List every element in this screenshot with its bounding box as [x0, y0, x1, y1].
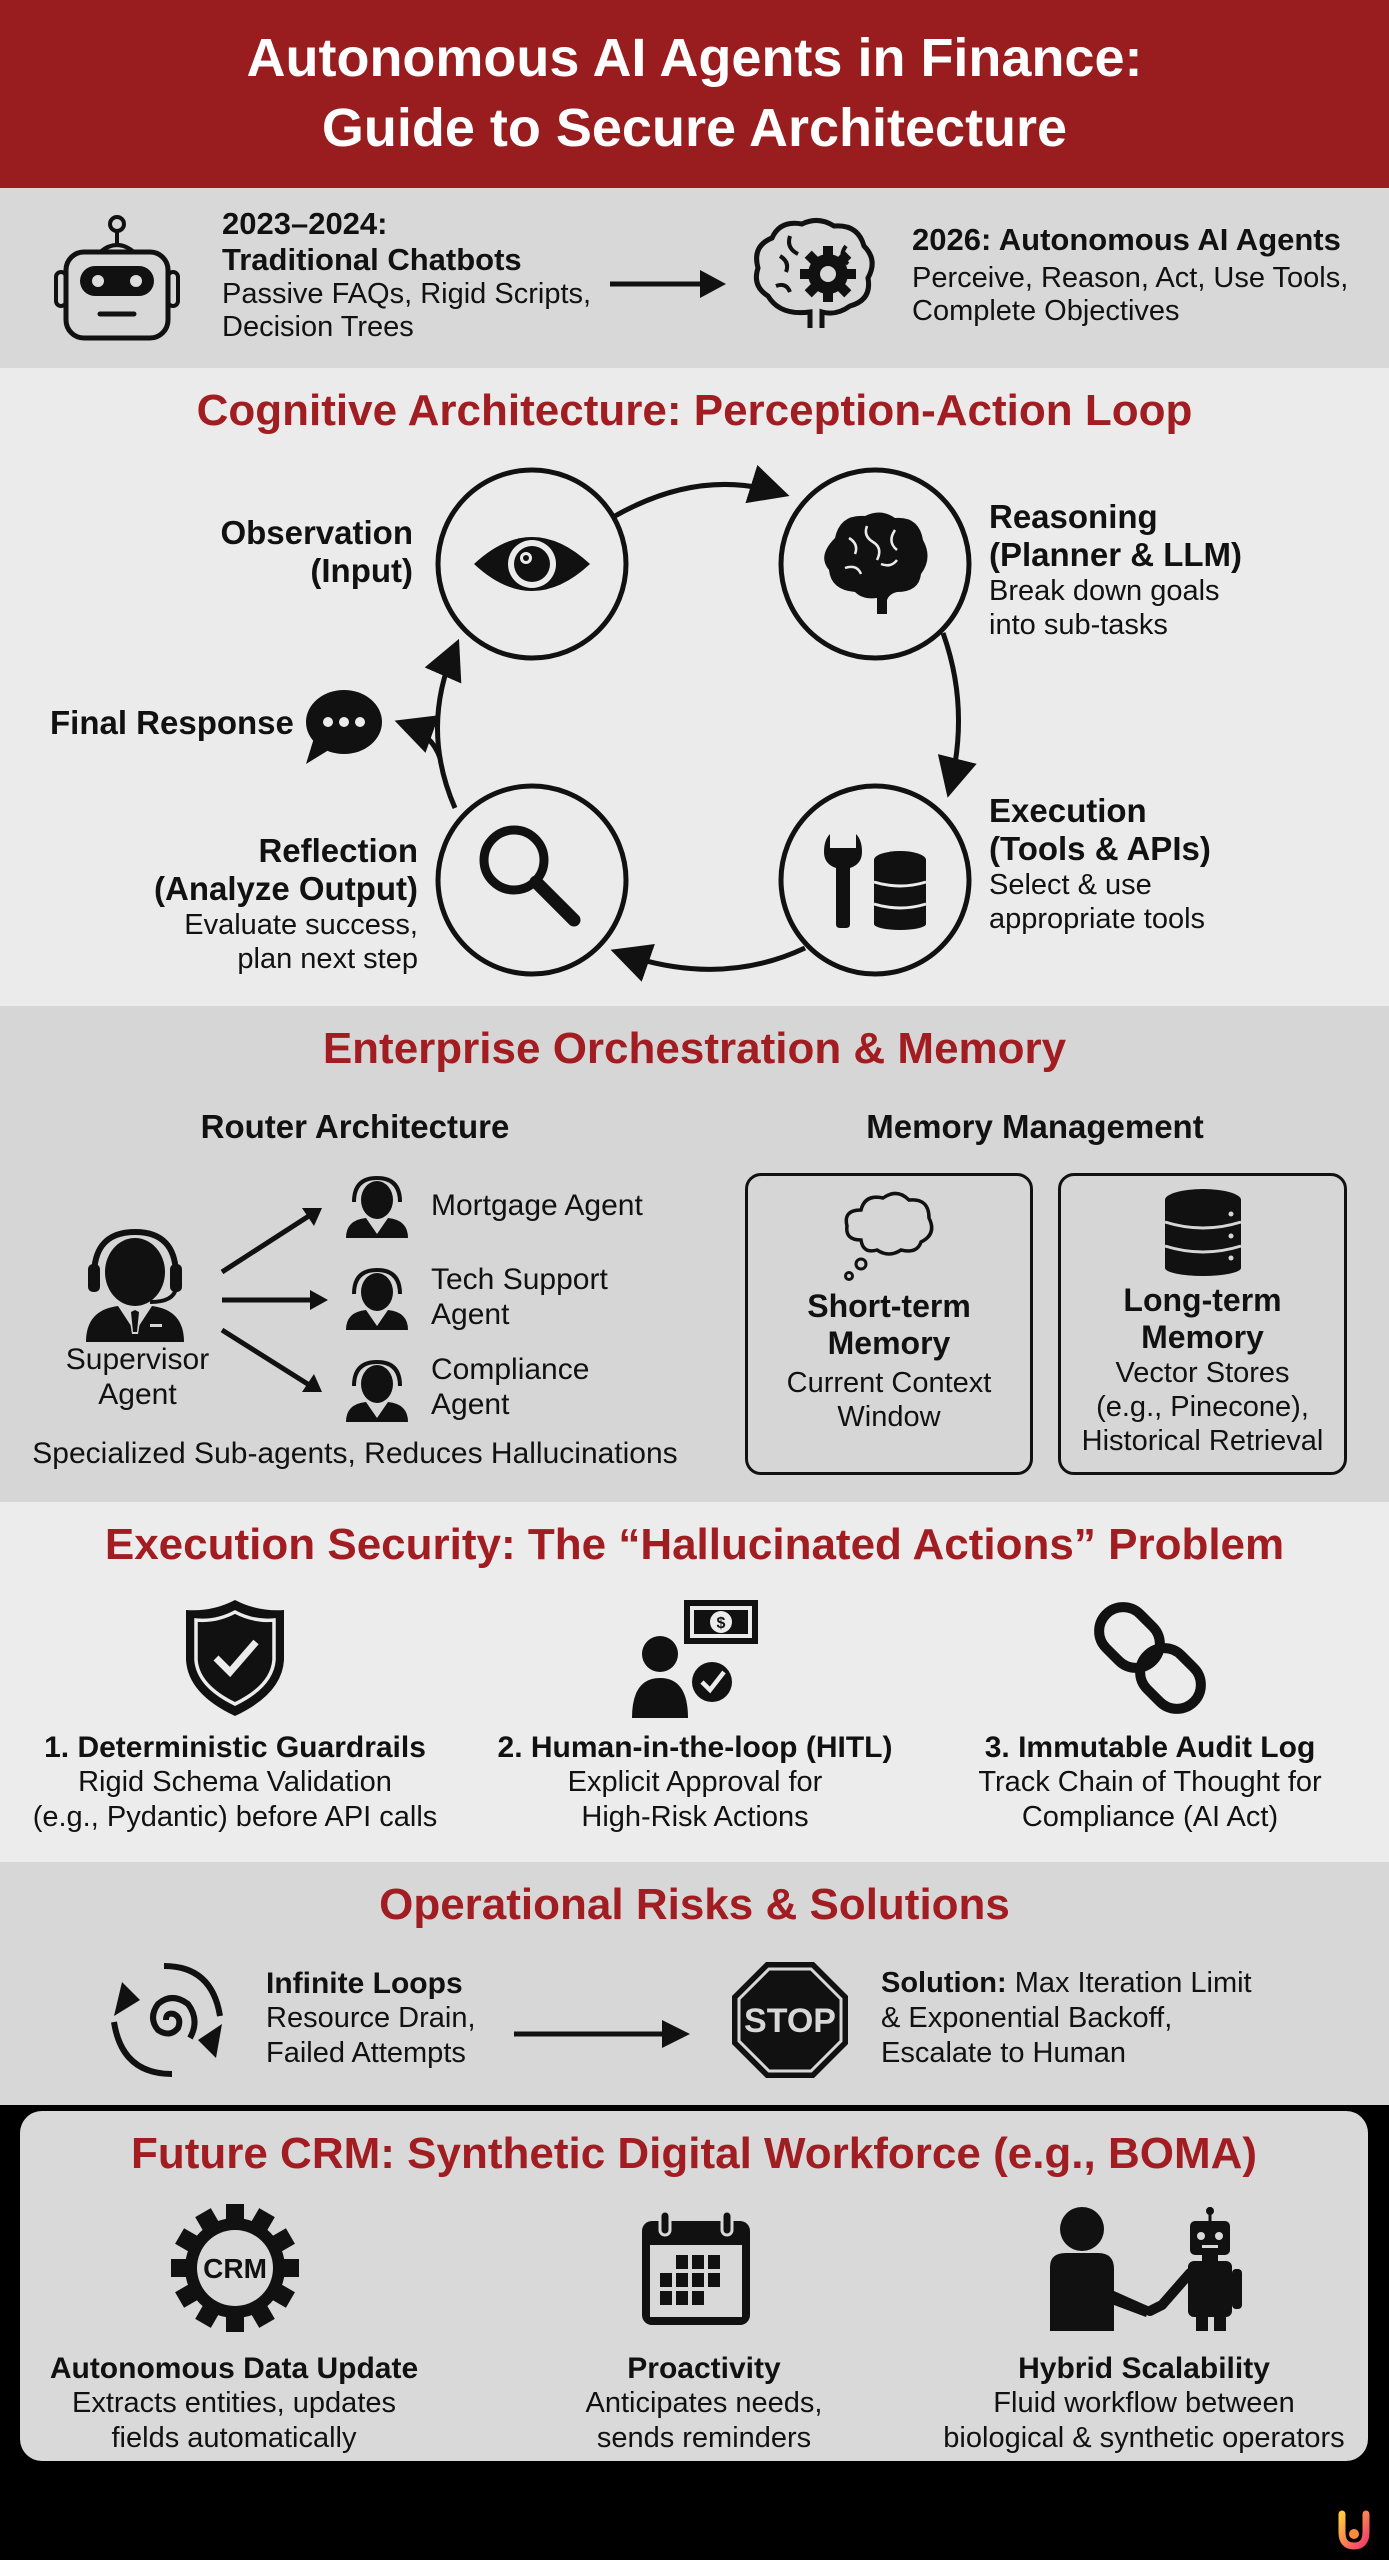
- svg-text:$: $: [716, 1615, 726, 1632]
- past-desc-line1: Passive FAQs, Rigid Scripts,: [222, 278, 592, 310]
- database-icon: [1163, 1188, 1243, 1276]
- stop-sign-icon: [730, 1960, 850, 2080]
- infinite-loops-desc-line1: Resource Drain,: [266, 2002, 476, 2034]
- future-desc-line2: Complete Objectives: [912, 295, 1180, 327]
- speech-bubble-icon: [302, 686, 384, 766]
- long-term-desc-line1: Vector Stores: [1115, 1357, 1290, 1389]
- long-term-title-line2: Memory: [1141, 1319, 1264, 1355]
- proactivity-title: Proactivity: [627, 2352, 781, 2385]
- data-update-desc-line2: fields automatically: [111, 2422, 357, 2454]
- future-title: 2026: Autonomous AI Agents: [912, 222, 1341, 257]
- short-term-title-line2: Memory: [827, 1325, 951, 1361]
- guardrails-title: 1. Deterministic Guardrails: [44, 1731, 426, 1764]
- final-response-label: Final Response: [50, 704, 294, 741]
- long-term-desc-line2: (e.g., Pinecone),: [1096, 1391, 1309, 1423]
- reasoning-desc-line2: into sub-tasks: [989, 609, 1168, 641]
- mortgage-agent-label: Mortgage Agent: [431, 1189, 643, 1222]
- audit-log-desc-line2: Compliance (AI Act): [1021, 1801, 1279, 1833]
- guardrails-desc-line1: Rigid Schema Validation: [78, 1766, 392, 1798]
- long-term-title-line1: Long-term: [1123, 1282, 1282, 1318]
- supervisor-label-line1: Supervisor: [65, 1343, 210, 1376]
- execution-security-section: [0, 1502, 1389, 1862]
- observation-subtitle: (Input): [310, 552, 413, 589]
- eye-icon: [472, 528, 592, 600]
- guardrails-desc-line2: (e.g., Pydantic) before API calls: [32, 1801, 438, 1833]
- crm-section: [0, 2105, 1389, 2560]
- page-title-line1: Autonomous AI Agents in Finance:: [246, 28, 1143, 88]
- short-term-memory-card: [745, 1173, 1033, 1475]
- reflection-title: Reflection: [258, 832, 418, 869]
- brain-gear-icon: [750, 216, 880, 338]
- router-caption: Specialized Sub-agents, Reduces Hallucinations: [32, 1437, 678, 1470]
- short-term-desc-line1: Current Context: [786, 1367, 992, 1399]
- data-update-desc-line1: Extracts entities, updates: [72, 2387, 396, 2419]
- reflection-desc-line1: Evaluate success,: [184, 909, 418, 941]
- page-title-line2: Guide to Secure Architecture: [321, 98, 1068, 158]
- execution-title: Execution: [989, 792, 1147, 829]
- long-term-memory-card: [1058, 1173, 1347, 1475]
- past-title-line1: 2023–2024:: [222, 206, 388, 241]
- solution-line2: & Exponential Backoff,: [881, 2002, 1173, 2034]
- solution-line1: Max Iteration Limit: [1006, 1967, 1252, 1999]
- past-title-line2: Traditional Chatbots: [222, 242, 522, 277]
- svg-text:STOP: STOP: [744, 2002, 836, 2040]
- spiral-loop-icon: [104, 1958, 234, 2082]
- shield-check-icon: [182, 1598, 288, 1718]
- compliance-agent-icon: [344, 1356, 410, 1422]
- short-term-desc-line2: Window: [837, 1401, 941, 1433]
- infinite-loops-desc-line2: Failed Attempts: [266, 2037, 466, 2069]
- long-term-desc-line3: Historical Retrieval: [1081, 1425, 1324, 1457]
- compliance-label-line1: Compliance: [431, 1353, 590, 1386]
- perception-action-loop-section: [0, 368, 1389, 1006]
- data-update-title: Autonomous Data Update: [49, 2352, 419, 2385]
- reasoning-subtitle: (Planner & LLM): [989, 536, 1242, 573]
- magnifier-icon: [474, 820, 584, 930]
- future-desc-line1: Perceive, Reason, Act, Use Tools,: [912, 262, 1349, 294]
- thought-cloud-icon: [839, 1188, 939, 1284]
- risks-section-title: Operational Risks & Solutions: [379, 1880, 1010, 1929]
- brain-icon: [815, 508, 935, 618]
- mortgage-agent-icon: [344, 1172, 410, 1238]
- security-section-title: Execution Security: The “Hallucinated Actions” Problem: [104, 1520, 1285, 1569]
- title-banner: [0, 0, 1389, 188]
- supervisor-label-line2: Agent: [98, 1378, 177, 1411]
- crm-card: [20, 2111, 1368, 2461]
- human-robot-handshake-icon: [1050, 2207, 1270, 2331]
- past-desc-line2: Decision Trees: [222, 311, 414, 343]
- short-term-title-line1: Short-term: [807, 1288, 971, 1324]
- person-money-approval-icon: [632, 1598, 762, 1718]
- reasoning-desc-line1: Break down goals: [989, 575, 1220, 607]
- tech-support-label-line1: Tech Support: [431, 1263, 608, 1296]
- infinite-loops-title: Infinite Loops: [266, 1967, 463, 2000]
- calendar-icon: [638, 2209, 754, 2329]
- orchestration-section-title: Enterprise Orchestration & Memory: [322, 1024, 1067, 1073]
- router-heading: Router Architecture: [200, 1108, 510, 1145]
- execution-subtitle: (Tools & APIs): [989, 830, 1211, 867]
- tech-support-agent-icon: [344, 1264, 410, 1330]
- reasoning-title: Reasoning: [989, 498, 1158, 535]
- observation-title: Observation: [220, 514, 413, 551]
- compliance-label-line2: Agent: [431, 1388, 510, 1421]
- hitl-desc-line2: High-Risk Actions: [581, 1801, 809, 1833]
- brand-logo-icon: [1336, 2510, 1370, 2550]
- memory-heading: Memory Management: [866, 1108, 1204, 1145]
- router-arrows: [210, 1196, 340, 1396]
- wrench-database-icon: [820, 830, 930, 930]
- proactivity-desc-line2: sends reminders: [596, 2422, 812, 2454]
- reflection-subtitle: (Analyze Output): [154, 870, 418, 907]
- operational-risks-section: [0, 1862, 1389, 2105]
- supervisor-agent-icon: [80, 1222, 190, 1342]
- svg-text:CRM: CRM: [203, 2253, 267, 2284]
- execution-desc-line1: Select & use: [989, 869, 1152, 901]
- arrow-right-icon: [608, 266, 728, 302]
- reflection-desc-line2: plan next step: [237, 943, 418, 975]
- tech-support-label-line2: Agent: [431, 1298, 510, 1331]
- hybrid-scalability-desc-line2: biological & synthetic operators: [943, 2422, 1345, 2454]
- arrow-right-icon: [512, 2018, 692, 2050]
- crm-gear-icon: [170, 2203, 300, 2333]
- evolution-section: [0, 188, 1389, 368]
- orchestration-section: [0, 1006, 1389, 1502]
- proactivity-desc-line1: Anticipates needs,: [585, 2387, 823, 2419]
- execution-desc-line2: appropriate tools: [989, 903, 1206, 935]
- hybrid-scalability-title: Hybrid Scalability: [1018, 2352, 1270, 2385]
- loop-section-title: Cognitive Architecture: Perception-Action Loop: [196, 386, 1193, 435]
- solution-line3: Escalate to Human: [881, 2037, 1127, 2069]
- robot-icon: [52, 214, 182, 342]
- hitl-title: 2. Human-in-the-loop (HITL): [497, 1731, 893, 1764]
- crm-section-title: Future CRM: Synthetic Digital Workforce (e.g., BOMA): [130, 2129, 1258, 2178]
- audit-log-desc-line1: Track Chain of Thought for: [978, 1766, 1322, 1798]
- hybrid-scalability-desc-line1: Fluid workflow between: [993, 2387, 1295, 2419]
- solution-label: Solution:: [881, 1967, 1007, 1999]
- chain-link-icon: [1090, 1598, 1210, 1718]
- audit-log-title: 3. Immutable Audit Log: [984, 1731, 1316, 1764]
- hitl-desc-line1: Explicit Approval for: [567, 1766, 823, 1798]
